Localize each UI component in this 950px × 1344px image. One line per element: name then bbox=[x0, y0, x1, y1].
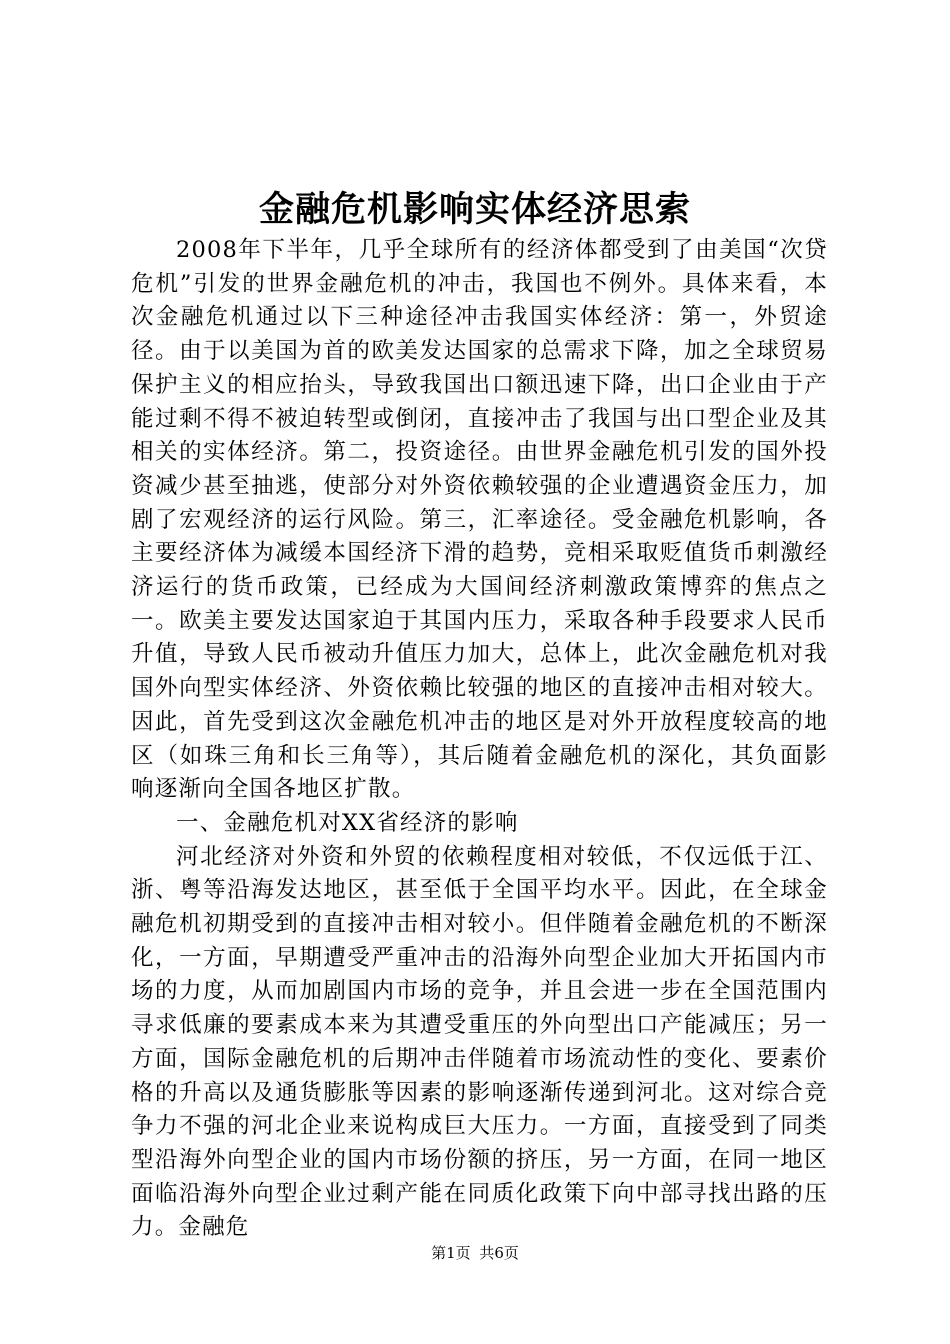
hebei-paragraph: 河北经济对外资和外贸的依赖程度相对较低，不仅远低于江、浙、粤等沿海发达地区，甚至低于全国平均水平。因此，在全球金融危机初期受到的直接冲击相对较小。但伴随着金融危机的不断深化，一方面，早期遭受严重冲击的沿海外向型企业加大开拓国内市场的力度，从而加剧国内市场的竞争，并且会进一步在全国范围内寻求低廉的要素成本来为其遭受重压的外向型出口产能减压；另一方面，国际金融危机的后期冲击伴随着市场流动性的变化、要素价格的升高以及通货膨胀等因素的影响逐渐传递到河北。这对综合竞争力不强的河北企业来说构成巨大压力。一方面，直接受到了同类型沿海外向型企业的国内市场份额的挤压，另一方面，在同一地区面临沿海外向型企业过剩产能在同质化政策下向中部寻找出路的压力。金融危 bbox=[131, 843, 828, 1241]
document-body bbox=[131, 234, 828, 1245]
section-heading: 一、金融危机对XX省经济的影响 bbox=[176, 809, 519, 836]
page-footer bbox=[0, 1243, 950, 1263]
page-total: 共6页 bbox=[479, 1244, 519, 1262]
page-number: 第1页 bbox=[431, 1244, 471, 1262]
intro-paragraph: 2008年下半年，几乎全球所有的经济体都受到了由美国“次贷危机”引发的世界金融危机的冲击，我国也不例外。具体来看，本次金融危机通过以下三种途径冲击我国实体经济：第一，外贸途径。由于以美国为首的欧美发达国家的总需求下降，加之全球贸易保护主义的相应抬头，导致我国出口额迅速下降，出口企业由于产能过剩不得不被迫转型或倒闭，直接冲击了我国与出口型企业及其相关的实体经济。第二，投资途径。由世界金融危机引发的国外投资减少甚至抽逃，使部分对外资依赖较强的企业遭遇资金压力，加剧了宏观经济的运行风险。第三，汇率途径。受金融危机影响，各主要经济体为减缓本国经济下滑的趋势，竞相采取贬值货币刺激经济运行的货币政策，已经成为大国间经济刺激政策博弈的焦点之一。欧美主要发达国家迫于其国内压力，采取各种手段要求人民币升值，导致人民币被动升值压力加大，总体上，此次金融危机对我国外向型实体经济、外资依赖比较强的地区的直接冲击相对较大。因此，首先受到这次金融危机冲击的地区是对外开放程度较高的地区（如珠三角和长三角等），其后随着金融危机的深化，其负面影响逐渐向全国各地区扩散。 bbox=[131, 237, 828, 803]
document-title: 金融危机影响实体经济思索 bbox=[258, 189, 691, 230]
